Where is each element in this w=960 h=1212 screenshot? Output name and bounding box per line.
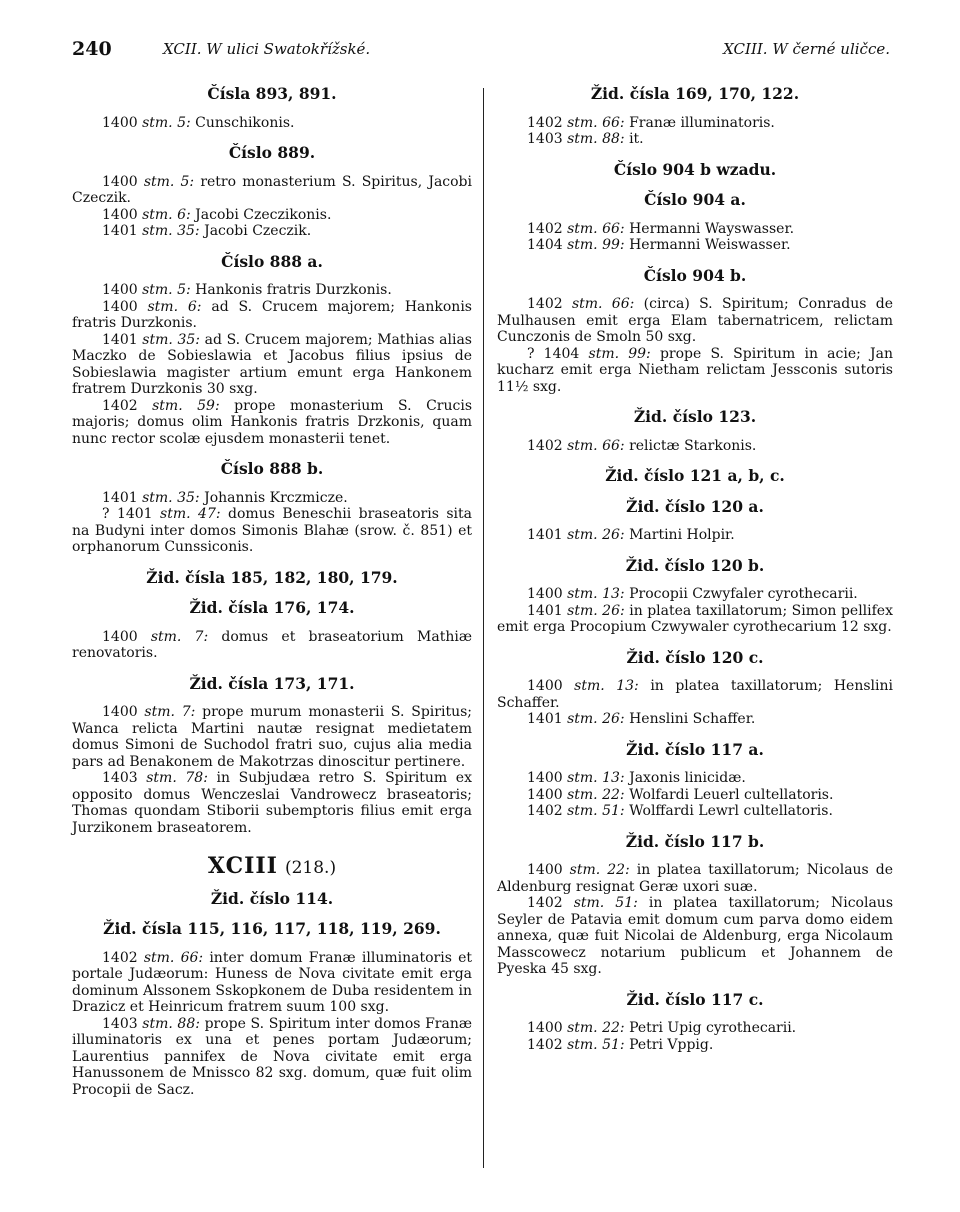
section-heading: Žid. čísla 169, 170, 122. [590, 84, 800, 103]
record-entry [497, 711, 893, 728]
entry-reference: stm. 5: [143, 173, 195, 190]
entry-reference: stm. 51: [567, 803, 625, 819]
record-entry [72, 115, 472, 132]
section-heading: Žid. čísla 185, 182, 180, 179. [146, 567, 398, 587]
record-entry [497, 603, 893, 636]
section-heading: Žid. číslo 117 c. [626, 989, 764, 1009]
record-entry [497, 221, 893, 238]
record-entry [72, 332, 472, 398]
entry-reference: stm. 7: [144, 704, 196, 720]
entry-reference: stm. 88: [142, 1015, 200, 1032]
record-entry [72, 950, 472, 1016]
record-entry [497, 787, 893, 804]
entry-reference: stm. 6: [147, 298, 202, 315]
entry-text: Henslini Schaffer. [629, 711, 756, 727]
entry-text: Jaxonis linicidæ. [629, 770, 746, 786]
entry-year: 1400 [102, 282, 138, 298]
entry-year: 1400 [527, 770, 563, 786]
entry-year: 1400 [102, 114, 138, 131]
right-column [497, 80, 893, 1053]
section-heading: Žid. číslo 117 b. [625, 831, 765, 851]
entry-text: Petri Upig cyrothecarii. [629, 1020, 797, 1036]
record-entry [497, 862, 893, 895]
entry-reference: stm. 66: [567, 114, 625, 131]
entry-year: 1402 [102, 397, 138, 414]
record-entry [72, 174, 472, 207]
entry-text: domus Beneschii braseatoris sita na Budyni inter domos Simonis Blahæ (srow. č. 851) et orphanorum Cunssiconis. [72, 506, 472, 555]
entry-reference: stm. 6: [142, 206, 191, 223]
section-heading: Žid. číslo 114. [210, 888, 334, 908]
entry-reference: stm. 13: [574, 678, 639, 694]
entry-reference: stm. 26: [567, 527, 625, 543]
section-heading: Žid. číslo 123. [633, 407, 757, 426]
entry-year: 1401 [102, 331, 138, 348]
entry-year: 1402 [527, 220, 563, 237]
record-entry [497, 115, 893, 132]
section-heading: Žid. číslo 121 a, b, c. [605, 466, 785, 485]
section-heading: Žid. čísla 173, 171. [189, 673, 355, 693]
record-entry [72, 299, 472, 332]
entry-year: 1400 [102, 628, 138, 645]
entry-year: ? 1404 [527, 345, 580, 362]
entry-year: 1402 [527, 1036, 563, 1053]
entry-year: 1401 [102, 223, 138, 239]
record-entry [497, 296, 893, 346]
entry-reference: stm. 99: [567, 237, 625, 253]
record-entry [497, 1020, 893, 1037]
entry-text: in platea taxillatorum; Henslini Schaffer. [497, 678, 893, 711]
record-entry [497, 346, 893, 396]
entry-reference: stm. 66: [567, 220, 625, 237]
section-heading: Číslo 888 b. [220, 459, 324, 478]
entry-text: Franæ illuminatoris. [629, 114, 775, 131]
entry-text: Jacobi Czeczikonis. [195, 206, 332, 223]
entry-reference: stm. 51: [573, 895, 638, 911]
entry-year: 1400 [527, 678, 563, 694]
record-entry [72, 1016, 472, 1099]
entry-year: 1404 [527, 237, 563, 253]
record-entry [72, 506, 472, 556]
entry-reference: stm. 66: [567, 437, 625, 454]
record-entry [497, 527, 893, 544]
entry-reference: stm. 5: [142, 114, 191, 131]
entry-reference: stm. 13: [567, 586, 625, 602]
record-entry [72, 223, 472, 240]
entry-reference: stm. 22: [567, 1020, 625, 1036]
entry-year: 1402 [527, 803, 563, 819]
entry-reference: stm. 66: [143, 949, 204, 966]
entry-year: 1400 [527, 1020, 563, 1036]
chapter-number: XCIII [207, 853, 278, 879]
entry-year: 1402 [527, 114, 563, 131]
record-entry [497, 803, 893, 820]
entry-text: Jacobi Czeczik. [204, 223, 312, 239]
entry-year: 1400 [102, 704, 138, 720]
entry-text: inter domum Franæ illuminatoris et portale Judæorum: Huness de Nova civitate emit erga dominum Alssonem Sskopkonem de Duba residentem in Drazicz et Heinricum fratrem suum 100 sxg. [72, 949, 472, 1015]
entry-year: 1402 [527, 895, 563, 911]
section-heading: Číslo 904 b wzadu. [613, 159, 777, 179]
chapter-heading [72, 853, 472, 879]
left-column [72, 80, 472, 1098]
entry-reference: stm. 22: [569, 862, 630, 878]
record-entry [497, 438, 893, 455]
entry-reference: stm. 22: [567, 786, 625, 803]
section-heading: Žid. čísla 115, 116, 117, 118, 119, 269. [103, 919, 441, 938]
entry-year: 1402 [527, 296, 563, 312]
entry-text: prope S. Spiritum in acie; Jan kucharz emit erga Nietham relictam Jessconis sutoris 11½ sxg. [497, 345, 893, 395]
record-entry [497, 678, 893, 711]
entry-text: Petri Vppig. [629, 1036, 714, 1053]
entry-text: Johannis Krczmicze. [204, 489, 348, 506]
column-divider [483, 88, 484, 1168]
entry-reference: stm. 5: [142, 282, 191, 298]
entry-reference: stm. 26: [567, 602, 625, 619]
entry-text: Hankonis fratris Durzkonis. [195, 282, 392, 298]
entry-year: 1400 [527, 862, 563, 878]
page-number: 240 [72, 38, 112, 60]
entry-text: Cunschikonis. [195, 114, 295, 131]
entry-text: Hermanni Wayswasser. [629, 220, 795, 237]
section-heading: Žid. číslo 120 c. [626, 647, 764, 667]
entry-text: prope murum monasterii S. Spiritus; Wanca relicta Martini nautæ resignat medietatem domus Simoni de Suchodol fratri suo, cujus alia media pars ad Benakonem de Makotrzas dinoscitur pertinere. [72, 704, 472, 770]
entry-text: retro monasterium S. Spiritus, Jacobi Czeczik. [72, 173, 472, 206]
entry-text: (circa) S. Spiritum; Conradus de Mulhausen emit erga Elam tabernatricem, relictam Cunczonis de Smoln 50 sxg. [497, 296, 893, 345]
entry-reference: stm. 26: [567, 711, 625, 727]
record-entry [497, 895, 893, 978]
section-heading: Žid. číslo 120 b. [625, 555, 765, 575]
section-heading: Číslo 888 a. [221, 251, 323, 271]
record-entry [497, 1037, 893, 1054]
running-head-left: XCII. W ulici Swatokřížské. [163, 40, 371, 58]
record-entry [497, 586, 893, 603]
entry-reference: stm. 35: [142, 223, 200, 239]
entry-text: in platea taxillatorum; Simon pellifex emit erga Procopium Czwywaler cyrothecarium 12 sxg. [497, 602, 893, 635]
record-entry [497, 237, 893, 254]
entry-year: 1402 [102, 949, 138, 966]
record-entry [72, 398, 472, 448]
entry-year: 1401 [102, 489, 138, 506]
entry-year: 1401 [527, 602, 563, 619]
record-entry [497, 131, 893, 148]
entry-reference: stm. 35: [142, 489, 200, 506]
record-entry [72, 704, 472, 770]
entry-year: 1400 [102, 206, 138, 223]
entry-text: ad S. Crucem majorem; Mathias alias Maczko de Sobieslawia et Jacobus filius ipsius de Sobieslawia magister artium emunt erga Hankonem fratrem Durzkonis 30 sxg. [72, 331, 472, 397]
entry-text: prope monasterium S. Crucis majoris; domus olim Hankonis fratris Drzkonis, quam nunc rector scolæ ejusdem monasterii tenet. [72, 397, 472, 447]
entry-reference: stm. 35: [142, 331, 200, 348]
entry-text: prope S. Spiritum inter domos Franæ illuminatoris ex una et penes portam Judæorum; Laurentius pannifex de Nova civitate emit erga Hanussonem de Mnissco 82 sxg. domum, quæ fuit olim Procopii de Sacz. [72, 1015, 472, 1098]
record-entry [72, 770, 472, 836]
chapter-parenthetical: (218.) [284, 858, 337, 878]
section-heading: Žid. číslo 117 a. [626, 739, 764, 759]
record-entry [72, 490, 472, 507]
entry-text: in platea taxillatorum; Nicolaus Seyler de Patavia emit domum cum parva domo eidem annexa, quæ fuit Nicolai de Aldenburg, erga Nicolaum Masscowecz notarium publicum et Johannem de Pyeska 45 sxg. [497, 895, 894, 977]
entry-text: Wolfardi Leuerl cultellatoris. [629, 786, 834, 803]
entry-year: 1400 [527, 586, 563, 602]
entry-year: 1400 [102, 173, 138, 190]
entry-year: 1402 [527, 437, 563, 454]
entry-text: ad S. Crucem majorem; Hankonis fratris Durzkonis. [72, 298, 472, 331]
entry-text: domus et braseatorium Mathiæ renovatoris. [72, 628, 472, 661]
record-entry [72, 207, 472, 224]
entry-text: Hermanni Weiswasser. [629, 237, 791, 253]
section-heading: Čísla 893, 891. [207, 84, 337, 103]
entry-text: relictæ Starkonis. [629, 437, 757, 454]
entry-year: 1403 [527, 131, 563, 147]
entry-text: in platea taxillatorum; Nicolaus de Aldenburg resignat Geræ uxori suæ. [497, 862, 893, 895]
entry-year: 1401 [527, 527, 563, 543]
entry-reference: stm. 59: [152, 397, 220, 414]
entry-text: Wolffardi Lewrl cultellatoris. [629, 803, 833, 819]
entry-reference: stm. 47: [160, 506, 221, 522]
entry-year: 1401 [527, 711, 563, 727]
entry-text: in Subjudæa retro S. Spiritum ex opposito domus Wenczeslai Vandrowecz braseatoris; Thomas quondam Stiborii subemptoris filius emit erga Jurzikonem braseatorem. [72, 770, 472, 836]
entry-reference: stm. 51: [567, 1036, 625, 1053]
entry-reference: stm. 13: [567, 770, 625, 786]
entry-year: 1400 [527, 786, 563, 803]
entry-text: Procopii Czwyfaler cyrothecarii. [629, 586, 858, 602]
record-entry [72, 629, 472, 662]
entry-reference: stm. 78: [146, 770, 208, 786]
running-head-right: XCIII. W černé uličce. [723, 40, 890, 58]
record-entry [497, 770, 893, 787]
entry-reference: stm. 99: [588, 345, 651, 362]
entry-text: it. [629, 131, 644, 147]
entry-year: 1400 [102, 298, 138, 315]
entry-year: 1403 [102, 770, 138, 786]
record-entry [72, 282, 472, 299]
section-heading: Žid. číslo 120 a. [626, 496, 764, 516]
entry-year: ? 1401 [102, 506, 153, 522]
entry-reference: stm. 88: [567, 131, 625, 147]
entry-text: Martini Holpir. [629, 527, 735, 543]
entry-reference: stm. 66: [571, 296, 635, 312]
section-heading: Číslo 889. [228, 143, 316, 162]
entry-year: 1403 [102, 1015, 138, 1032]
section-heading: Žid. čísla 176, 174. [189, 598, 355, 617]
section-heading: Číslo 904 a. [644, 190, 746, 209]
entry-reference: stm. 7: [150, 628, 209, 645]
section-heading: Číslo 904 b. [643, 265, 747, 285]
